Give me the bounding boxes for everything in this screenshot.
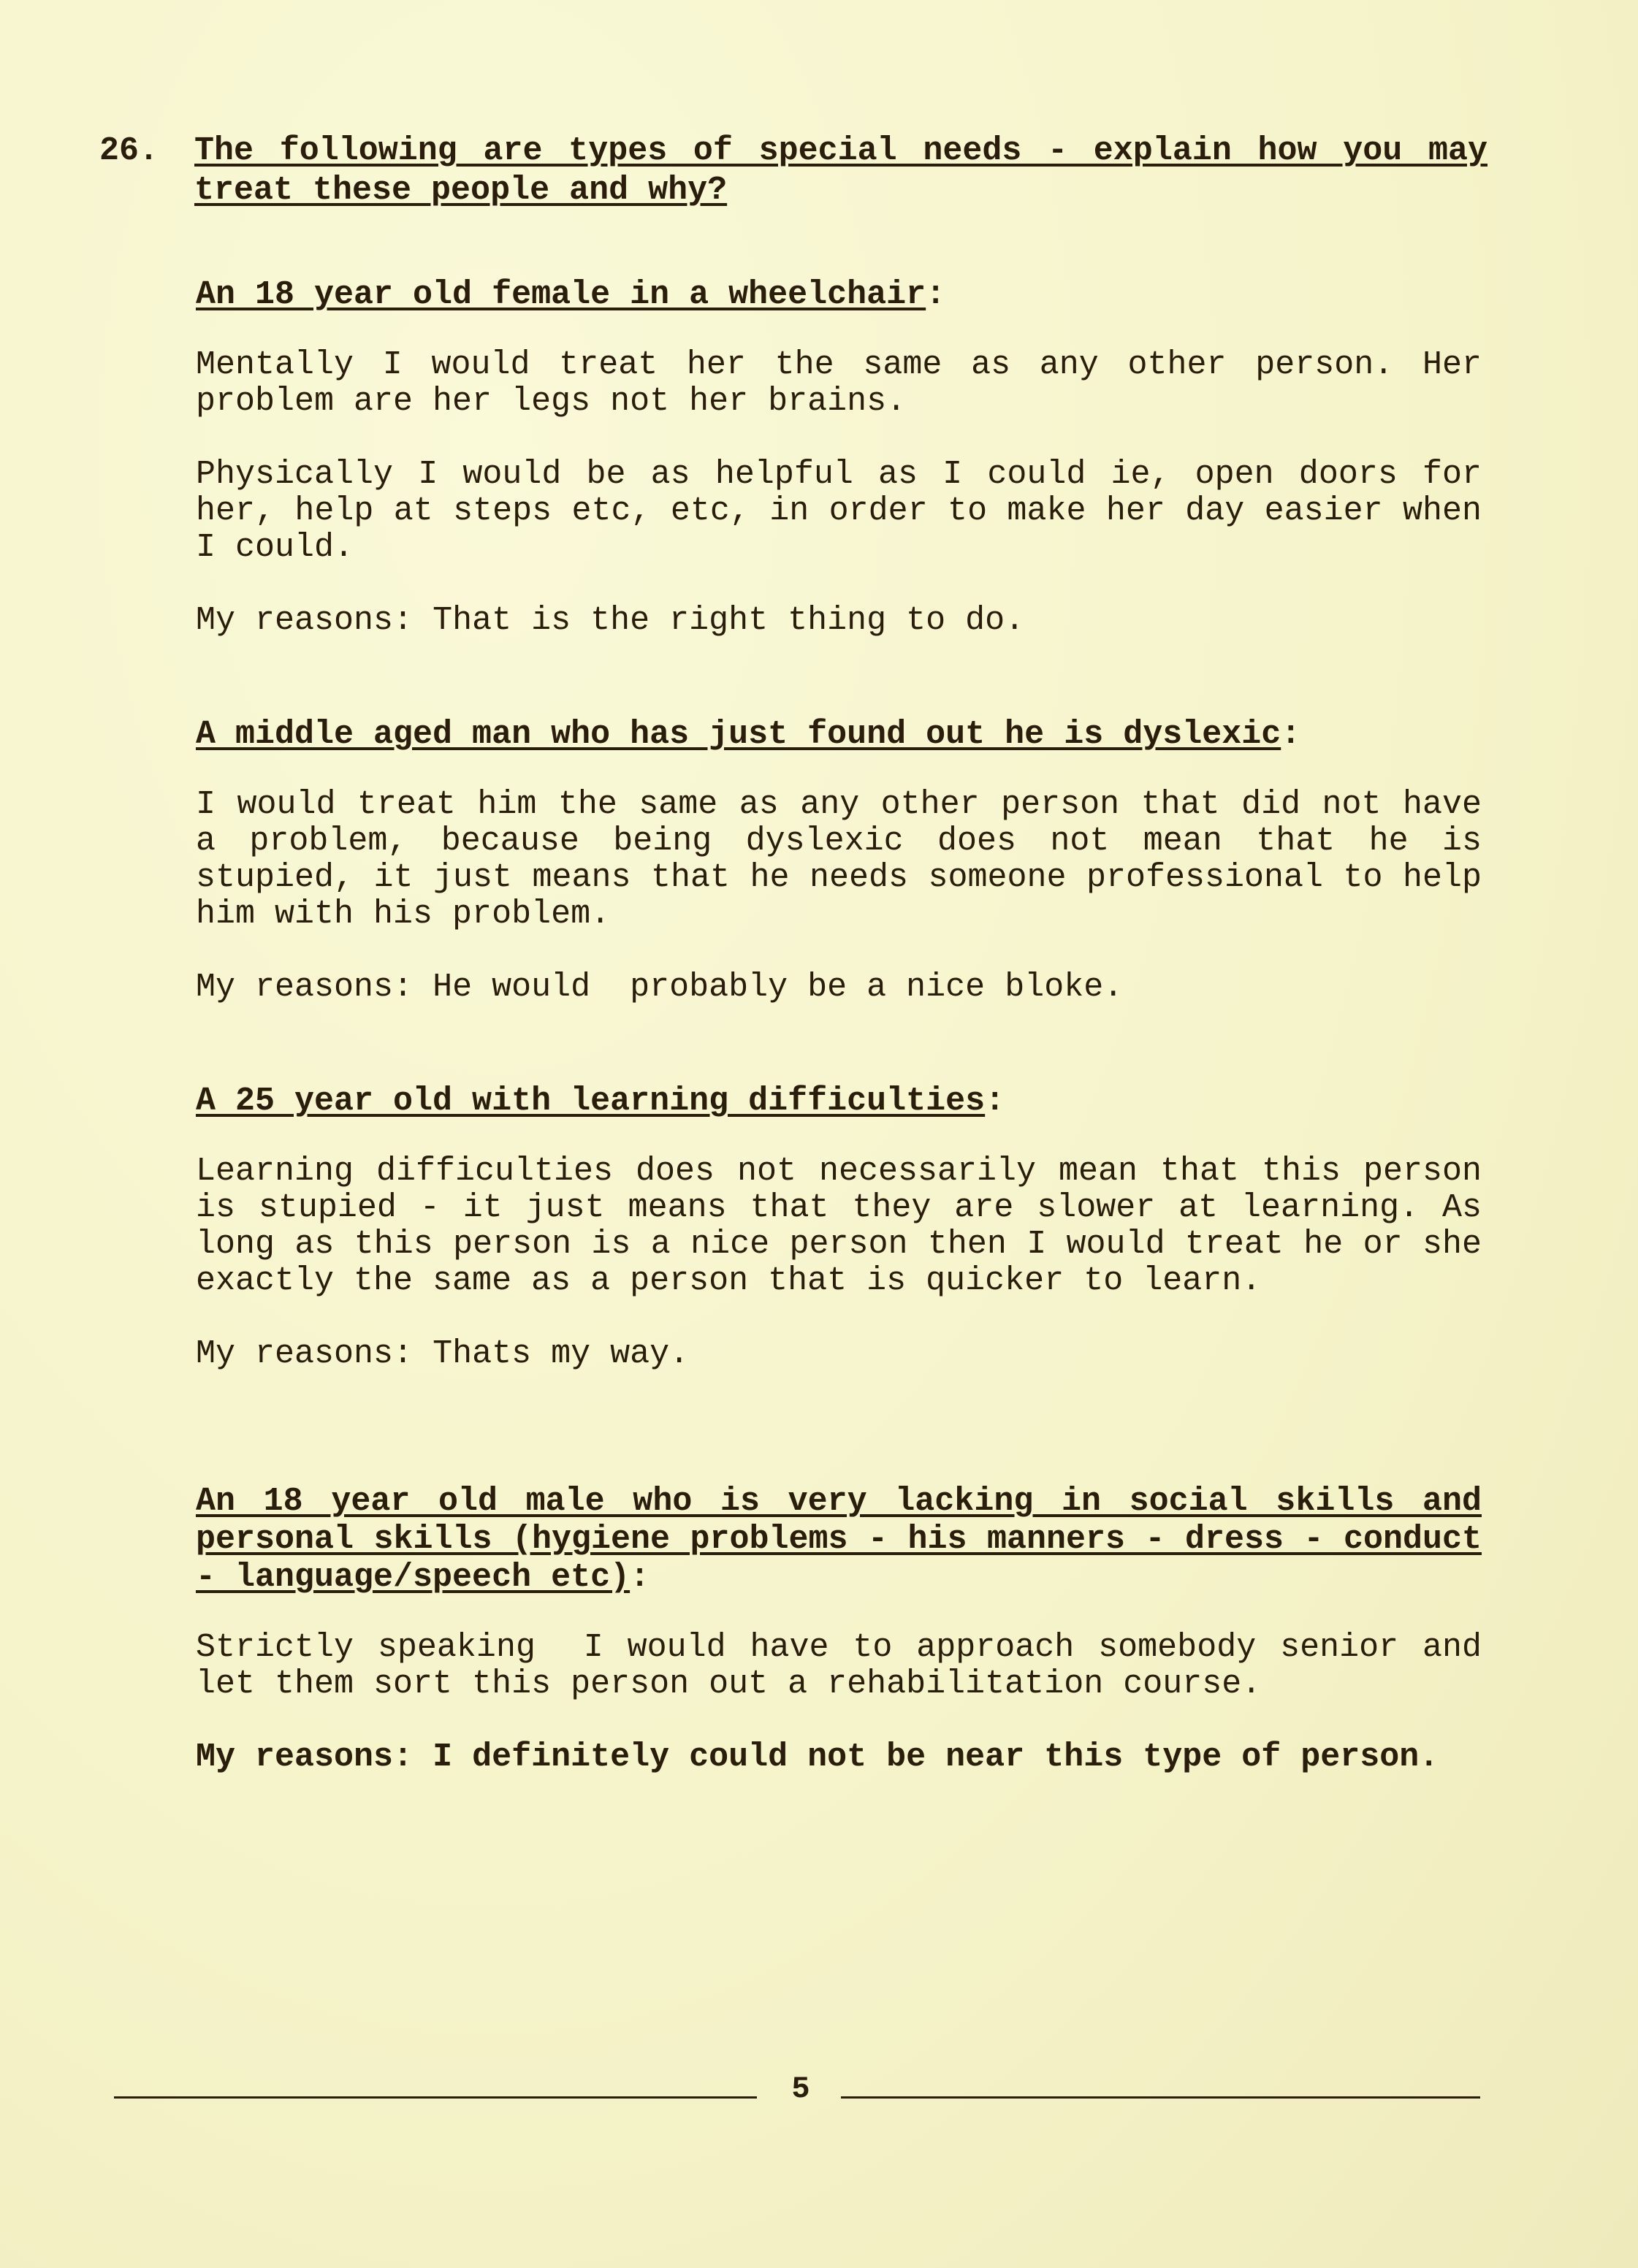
footer-rule-right [841,2096,1480,2099]
footer-rule-left [114,2096,757,2099]
paragraph: Mentally I would treat her the same as any other person. Her problem are her legs not her brains. [196,346,1482,420]
paragraph: Physically I would be as helpful as I could ie, open doors for her, help at steps etc, etc, in order to make her day easier when I could. [196,456,1482,566]
reasons-label: My reasons: [196,602,433,639]
reasons-label: My reasons: [196,1738,433,1776]
question-text: The following are types of special needs - explain how you may treat these people and why? [194,132,1487,209]
reasons-text: He would probably be a nice bloke. [433,969,1124,1006]
section-heading: An 18 year old female in a wheelchair: [196,276,946,313]
paragraph: Learning difficulties does not necessarily mean that this person is stupied - it just means that they are slower at learning. As long as this person is a nice person then I would treat he or she exactly the same as a person that is quicker to learn. [196,1153,1482,1299]
paragraph: Strictly speaking I would have to approach somebody senior and let them sort this person out a rehabilitation course. [196,1629,1502,1703]
paragraph: I would treat him the same as any other person that did not have a problem, because being dyslexic does not mean that he is stupied, it just means that he needs someone professional to help him with his problem. [196,786,1482,933]
reasons-text: I definitely could not be near this type of person. [433,1738,1439,1776]
question-number: 26. [99,132,159,169]
reasons-text: Thats my way. [433,1335,690,1372]
reasons-line [196,969,1482,1006]
reasons-label: My reasons: [196,1335,433,1372]
reasons-line [196,603,1482,639]
section-heading: A middle aged man who has just found out he is dyslexic: [196,716,1301,753]
reasons-line [196,1739,1482,1776]
section-heading: An 18 year old male who is very lacking in social skills and personal skills (hygiene problems - his manners - dress - conduct - language/speech etc): [196,1483,1482,1596]
section-wheelchair [196,276,1482,639]
section-learning-difficulties [196,1083,1482,1372]
reasons-text: That is the right thing to do. [433,602,1025,639]
section-dyslexic [196,716,1482,1006]
section-social-skills [196,1483,1502,1776]
reasons-line [196,1336,1482,1372]
section-heading: A 25 year old with learning difficulties: [196,1083,1005,1120]
reasons-label: My reasons: [196,969,433,1006]
page-footer [114,2072,1480,2108]
page-number: 5 [791,2072,810,2107]
